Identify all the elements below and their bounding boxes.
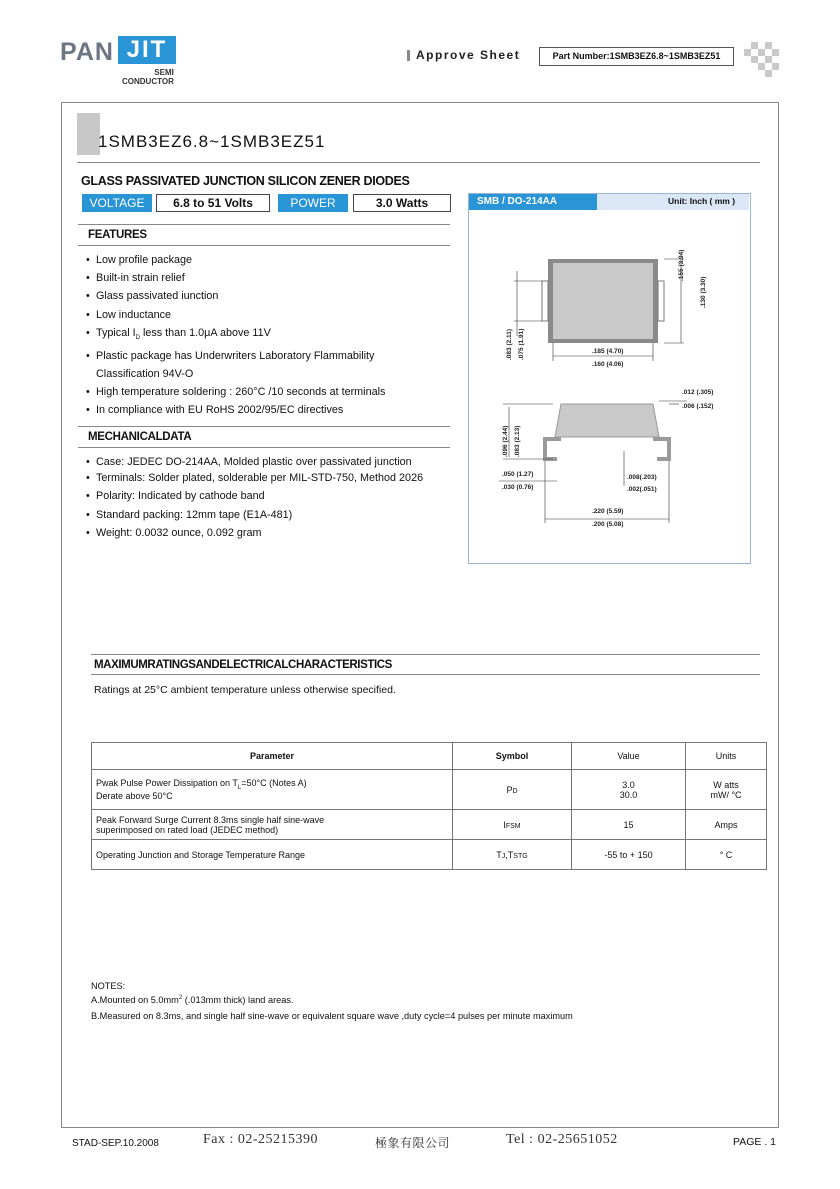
typical-pre: Typical I [96,326,136,339]
dim-t2: .006 (.152) [682,403,714,410]
symbol-text: ,T [505,849,514,860]
symbol-sub: FSM [505,822,521,830]
package-unit: Unit: Inch ( mm ) [668,196,736,206]
list-item: • Case: JEDEC DO-214AA, Molded plastic over passivated junction [86,453,456,471]
symbol-sub: D [512,787,518,795]
note-a-post: (.013mm thick) land areas. [182,995,294,1006]
package-name: SMB / DO-214AA [469,194,597,210]
value-cell: 15 [572,810,686,840]
list-item: • In compliance with EU RoHS 2002/95/EC directives [86,401,446,419]
dim-h2: .130 (3.30) [700,276,707,308]
symbol-cell [453,840,572,870]
logo-semi: SEMI [154,68,174,77]
features-top-line [78,224,450,225]
list-item: • Weight: 0.0032 ounce, 0.092 gram [86,524,456,542]
param-text: Pwak Pulse Power Dissipation on T [96,778,238,789]
dim-w2: .160 (4.06) [592,361,624,368]
approve-bar-icon [407,50,410,61]
approve-sheet-label: Approve Sheet [416,48,521,62]
dim-b1: .220 (5.59) [592,508,624,515]
table-row [92,840,767,870]
logo-conductor: CONDUCTOR [122,77,174,86]
value-text: 30.0 [619,789,638,800]
symbol-sub: STG [513,852,528,860]
list-item: • Glass passivated iunction [86,287,446,305]
dim-s1: .096 (2.44) [502,425,509,457]
value-cell: -55 to + 150 [572,840,686,870]
dim-g2: .002(.051) [627,486,657,493]
ratings-note: Ratings at 25°C ambient temperature unless otherwise specified. [94,684,396,696]
param-cell: Operating Junction and Storage Temperature Range [92,840,453,870]
features-heading: FEATURES [88,229,147,241]
dim-s2: .083 (2.13) [514,425,521,457]
checker-deco-icon [744,42,780,78]
features-list [86,251,446,419]
footer-date: STAD-SEP.10.2008 [72,1138,159,1149]
footer-page: PAGE . 1 [733,1136,776,1148]
features-bottom-line [78,245,450,246]
symbol-text: P [506,784,513,795]
param-text: superimposed on rated load (JEDEC method) [96,824,279,835]
note-a-sup: 2 [178,995,183,1001]
dim-l1: .083 (2.11) [506,328,513,360]
units-cell: Amps [686,810,767,840]
typical-sub: D [135,334,140,341]
lead-left [542,281,548,321]
value-text: 3.0 [622,779,635,790]
list-item: • High temperature soldering : 260°C /10 seconds at terminals [86,383,446,401]
dim-w1: .185 (4.70) [592,348,624,355]
param-text: Derate above 50°C [96,790,173,801]
param-text: Peak Forward Surge Current 8.3ms single half sine-wave [96,814,325,825]
part-number-box: Part Number:1SMB3EZ6.8~1SMB3EZ51 [539,47,734,66]
units-text: mW/ °C [710,789,742,800]
body-inner [553,263,653,339]
footer-tel: Tel : 02-25651052 [506,1132,618,1147]
symbol-text: I [503,819,506,830]
list-item: • Low inductance [86,306,446,324]
ratings-heading: MAXIMUMRATINGSANDELECTRICALCHARACTERISTICS [94,659,392,671]
mechanical-heading: MECHANICALDATA [88,431,192,443]
param-sub: L [237,784,242,791]
footer-company: 極象有限公司 [375,1136,451,1150]
typical-post: less than 1.0μA above 11V [139,326,271,339]
param-cell [92,810,453,840]
col-parameter: Parameter [92,743,453,770]
table-row [92,770,767,810]
dim-g1: .008(.203) [627,474,657,481]
table-row [92,810,767,840]
col-value: Value [572,743,686,770]
dim-l2: .075 (1.91) [518,328,525,360]
ratings-table [91,742,767,870]
page-title: 1SMB3EZ6.8~1SMB3EZ51 [98,132,326,151]
power-tag: POWER [278,194,348,212]
symbol-sub: J [501,852,506,860]
title-accent [77,113,100,155]
symbol-cell [453,770,572,810]
list-item: • Low profile package [86,251,446,269]
plastic-line: Plastic package has Underwriters Laboratory Flammability [96,350,375,363]
col-units: Units [686,743,767,770]
dim-b2: .200 (5.08) [592,521,624,528]
symbol-cell [453,810,572,840]
voltage-value: 6.8 to 51 Volts [156,194,270,212]
list-item: • Terminals: Solder plated, solderable per MIL-STD-750, Method 2026 [86,469,456,487]
mechanical-list [86,453,456,542]
table-header-row [92,743,767,770]
power-value: 3.0 Watts [353,194,451,212]
mech-bottom-line [78,447,450,448]
footer-fax: Fax : 02-25215390 [203,1132,319,1147]
units-cell: ° C [686,840,767,870]
list-item: • Polarity: Indicated by cathode band [86,487,456,505]
col-symbol: Symbol [453,743,572,770]
units-text: W atts [713,779,739,790]
dim-h1: .155 (3.94) [678,249,685,281]
note-b: B.Measured on 8.3ms, and single half sine-wave or equivalent square wave ,duty cycle=4 pulses per minute maximum [91,1011,573,1021]
ratings-top-line [91,654,760,655]
mech-top-line [78,426,450,427]
units-cell [686,770,767,810]
param-text: =50°C (Notes A) [241,778,307,789]
logo-jit-text: JIT [118,36,176,64]
list-item [86,347,446,383]
list-item: • Standard packing: 12mm tape (E1A-481) [86,506,456,524]
list-item [86,324,446,347]
notes-heading: NOTES: [91,981,126,991]
logo-pan-text: PAN [60,38,114,66]
value-cell [572,770,686,810]
dim-f1: .050 (1.27) [502,471,534,478]
note-a-pre: A.Mounted on 5.0mm [91,995,179,1006]
param-cell [92,770,453,810]
dim-f2: .030 (0.76) [502,484,534,491]
symbol-text: T [496,849,502,860]
title-divider [77,162,760,163]
list-item: • Built-in strain relief [86,269,446,287]
product-subtitle: GLASS PASSIVATED JUNCTION SILICON ZENER DIODES [81,174,410,188]
ratings-bottom-line [91,674,760,675]
logo-semiconductor-text [122,68,174,86]
plastic-cont: Classification 94V-O [96,368,194,381]
note-a [91,995,294,1005]
lead-right [658,281,664,321]
dim-t1: .012 (.305) [682,389,714,396]
voltage-tag: VOLTAGE [82,194,152,212]
